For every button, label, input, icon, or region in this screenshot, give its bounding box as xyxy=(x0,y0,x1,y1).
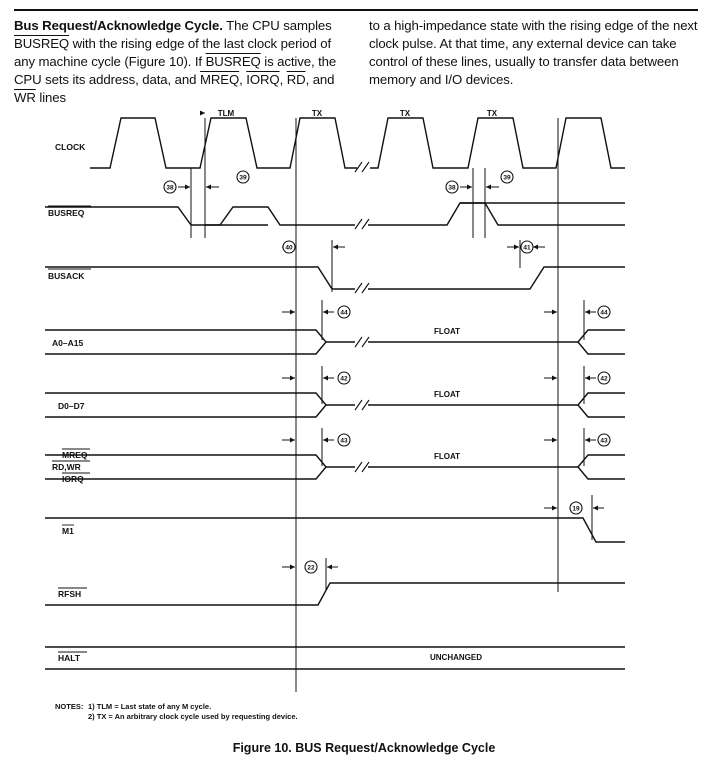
data-bus-waveform xyxy=(45,393,326,417)
timing-param-label: 41 xyxy=(523,244,531,252)
signal-name-iorq: IORQ xyxy=(62,474,84,484)
body-text-left-column: Bus Request/Acknowledge Cycle. The CPU samples BUSREQ with the rising edge of the last clock period of any machine cycle (Figure 10). If BUSREQ is active, the CPU sets its address, data, and MREQ, IORQ, $\overline{RD}$, and $\overline{WR}$ lines xyxy=(14,18,337,105)
timing-param-label: 19 xyxy=(572,505,580,513)
control-lines-waveform xyxy=(578,467,625,479)
timing-param-label: 38 xyxy=(448,184,456,192)
timing-param-label: 40 xyxy=(285,244,293,252)
notes xyxy=(55,702,298,722)
wr-term: $\overline{WR}$ xyxy=(14,90,36,105)
signal-name-halt: HALT xyxy=(58,653,81,663)
busreq-term: BUSREQ xyxy=(14,36,70,51)
timing-param-label: 42 xyxy=(340,375,348,383)
signal-name-rfsh: RFSH xyxy=(58,589,82,599)
break-mark xyxy=(355,219,369,229)
body-text: The CPU samples xyxy=(226,18,332,33)
busreq-term: BUSREQ xyxy=(205,54,261,69)
break-mark xyxy=(355,283,369,293)
signal-name-m1: M1 xyxy=(62,526,74,536)
period-label-tlm: TLM xyxy=(217,109,235,118)
body-text: and xyxy=(312,72,335,87)
float-label: FLOAT xyxy=(433,452,461,461)
break-mark xyxy=(355,400,369,410)
signal-name-busack: BUSACK xyxy=(48,271,85,281)
timing-param-label: 44 xyxy=(600,309,608,317)
body-text-right-column: to a high-impedance state with the rising edge of the next clock pulse. At that time, any external device can take control of these lines, usually to transfer data between memory and I/O devices. xyxy=(369,18,698,87)
signal-name-address: A0–A15 xyxy=(52,338,84,348)
signal-name-clock: CLOCK xyxy=(55,142,86,152)
data-bus-waveform xyxy=(578,405,625,417)
iorq-term: IORQ xyxy=(246,72,280,87)
signal-name-rdwr: RD,WR xyxy=(52,462,81,472)
note-2: 2) TX = An arbitrary clock cycle used by requesting device. xyxy=(88,712,298,721)
float-label: FLOAT xyxy=(433,327,461,336)
break-mark xyxy=(355,337,369,347)
period-label-tx: TX xyxy=(311,109,323,118)
signal-name-busreq: BUSREQ xyxy=(48,208,85,218)
timing-param-label: 38 xyxy=(166,184,174,192)
timing-param-label: 39 xyxy=(503,174,511,182)
body-text: is active, the CPU sets its address, data, and xyxy=(14,54,337,87)
period-label-tx: TX xyxy=(399,109,411,118)
signal-name-data: D0–D7 xyxy=(58,401,85,411)
body-text: lines xyxy=(39,90,66,105)
timing-param-label: 22 xyxy=(307,564,315,572)
timing-param-label: 43 xyxy=(600,437,608,445)
period-label-tx: TX xyxy=(486,109,498,118)
clock-waveform xyxy=(370,118,625,168)
m1-waveform xyxy=(45,518,625,542)
busreq-waveform xyxy=(368,203,625,225)
timing-param-label: 39 xyxy=(239,174,247,182)
notes-label: NOTES: xyxy=(55,702,84,711)
busack-waveform xyxy=(45,267,355,289)
timing-param-label: 42 xyxy=(600,375,608,383)
timing-param-label: 44 xyxy=(340,309,348,317)
busack-waveform xyxy=(368,267,625,289)
mreq-term: MREQ xyxy=(199,72,240,87)
data-bus-waveform xyxy=(368,393,625,405)
clock-waveform xyxy=(90,118,357,168)
busreq-waveform xyxy=(45,207,355,225)
timing-param-label: 43 xyxy=(340,437,348,445)
body-text: with the rising edge of the last clock period of any machine cycle (Figure 10). If xyxy=(14,36,332,69)
rfsh-waveform xyxy=(45,583,625,605)
float-label: FLOAT xyxy=(433,390,461,399)
figure-caption: Figure 10. BUS Request/Acknowledge Cycle xyxy=(232,741,496,755)
address-bus-waveform xyxy=(578,342,625,354)
section-heading: Bus Request/Acknowledge Cycle. xyxy=(14,18,223,33)
address-bus-waveform xyxy=(45,330,326,354)
unchanged-label: UNCHANGED xyxy=(430,653,482,662)
rd-term: $\overline{RD}$ xyxy=(286,72,306,87)
address-bus-waveform xyxy=(368,330,625,342)
control-lines-waveform xyxy=(368,455,625,467)
break-mark xyxy=(355,162,369,172)
break-mark xyxy=(355,462,369,472)
signal-name-mreq: MREQ xyxy=(62,450,88,460)
note-1: 1) TLM = Last state of any M cycle. xyxy=(88,702,212,711)
